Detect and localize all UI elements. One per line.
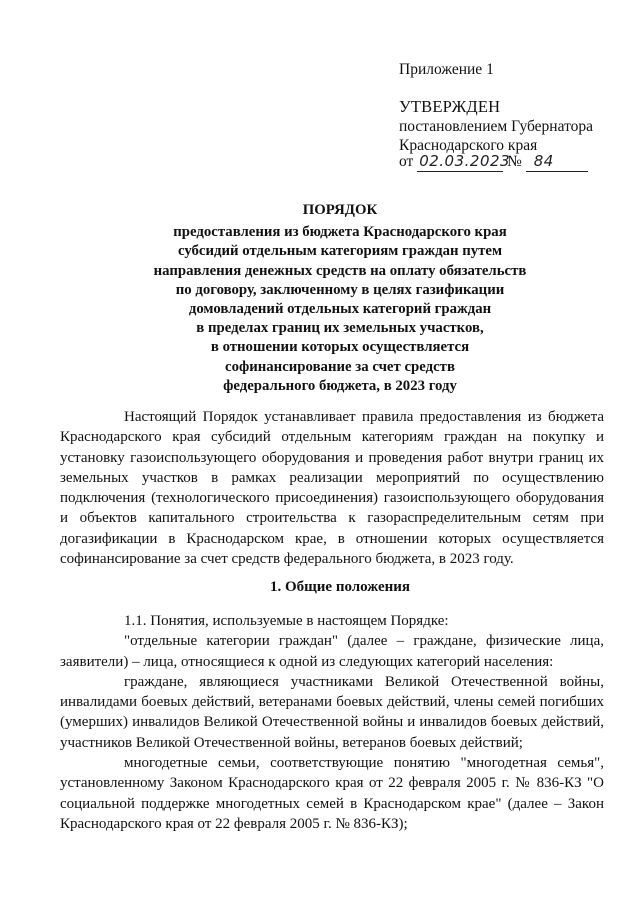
paragraph-veterans: граждане, являющиеся участниками Великой Отечественной войны, инвалидами боевых действий, ветеранами боевых действий, члены семей погибших (умерших) инвалидов Великой Отечественной войны и инвалидов боевых действий, участников Великой Отечественной войны, ветеранов боевых действий; <box>60 673 604 751</box>
number-field <box>526 152 588 172</box>
section-1-body <box>60 611 604 834</box>
governor-region-text: Краснодарского края <box>399 137 538 154</box>
approved-label: УТВЕРЖДЕН <box>399 97 501 116</box>
document-title <box>60 201 620 396</box>
appendix-label: Приложение 1 <box>399 61 494 78</box>
title-line: федерального бюджета, в 2023 году <box>223 377 457 394</box>
title-line: по договору, заключенному в целях газификации <box>175 281 505 298</box>
paragraph-1-1: 1.1. Понятия, используемые в настоящем Порядке: <box>124 613 449 629</box>
title-heading: ПОРЯДОК <box>302 202 378 218</box>
title-line: домовладений отдельных категорий граждан <box>188 301 492 318</box>
date-number-line <box>399 152 588 172</box>
title-line: направления денежных средств на оплату обязательств <box>153 262 527 279</box>
title-line: субсидий отдельным категориям граждан путем <box>177 243 503 260</box>
date-prefix: от <box>399 153 414 170</box>
title-line: предоставления из бюджета Краснодарского края <box>173 224 507 241</box>
title-line: в отношении которых осуществляется <box>210 339 470 356</box>
paragraph-definition: "отдельные категории граждан" (далее – граждане, физические лица, заявители) – лица, относящиеся к одной из следующих категорий населения: <box>60 633 604 670</box>
section-1-heading: 1. Общие положения <box>269 579 411 595</box>
handwritten-number: 84 <box>533 152 554 170</box>
paragraph-large-families: многодетные семьи, соответствующие понятию "многодетная семья", установленному Законом Краснодарского края от 22 февраля 2005 г. № 836-КЗ "О социальной поддержке многодетных семей в Краснодарском крае" (далее – Закон Краснодарского края от 22 февраля 2005 г. № 836-КЗ); <box>60 755 604 832</box>
number-sign: № <box>507 153 522 170</box>
date-field <box>417 152 511 172</box>
title-line: в пределах границ их земельных участков, <box>196 320 484 337</box>
approved-by-text: постановлением Губернатора <box>399 118 594 135</box>
handwritten-date: 02.03.2023 <box>419 152 511 170</box>
title-line: софинансирование за счет средств <box>225 358 455 375</box>
intro-paragraph: Настоящий Порядок устанавливает правила предоставления из бюджета Краснодарского края субсидий отдельным категориям граждан на покупку и установку газоиспользующего оборудования и проведения работ внутри границ их земельных участков в рамках реализации мероприятий по осуществлению подключения (технологического присоединения) газоиспользующего оборудования и объектов капитального строительства к газораспределительным сетям при догазификации в Краснодарском крае, в отношении которых осуществляется софинансирование за счет средств федерального бюджета, в 2023 году. <box>60 409 604 568</box>
intro-section <box>60 407 604 569</box>
